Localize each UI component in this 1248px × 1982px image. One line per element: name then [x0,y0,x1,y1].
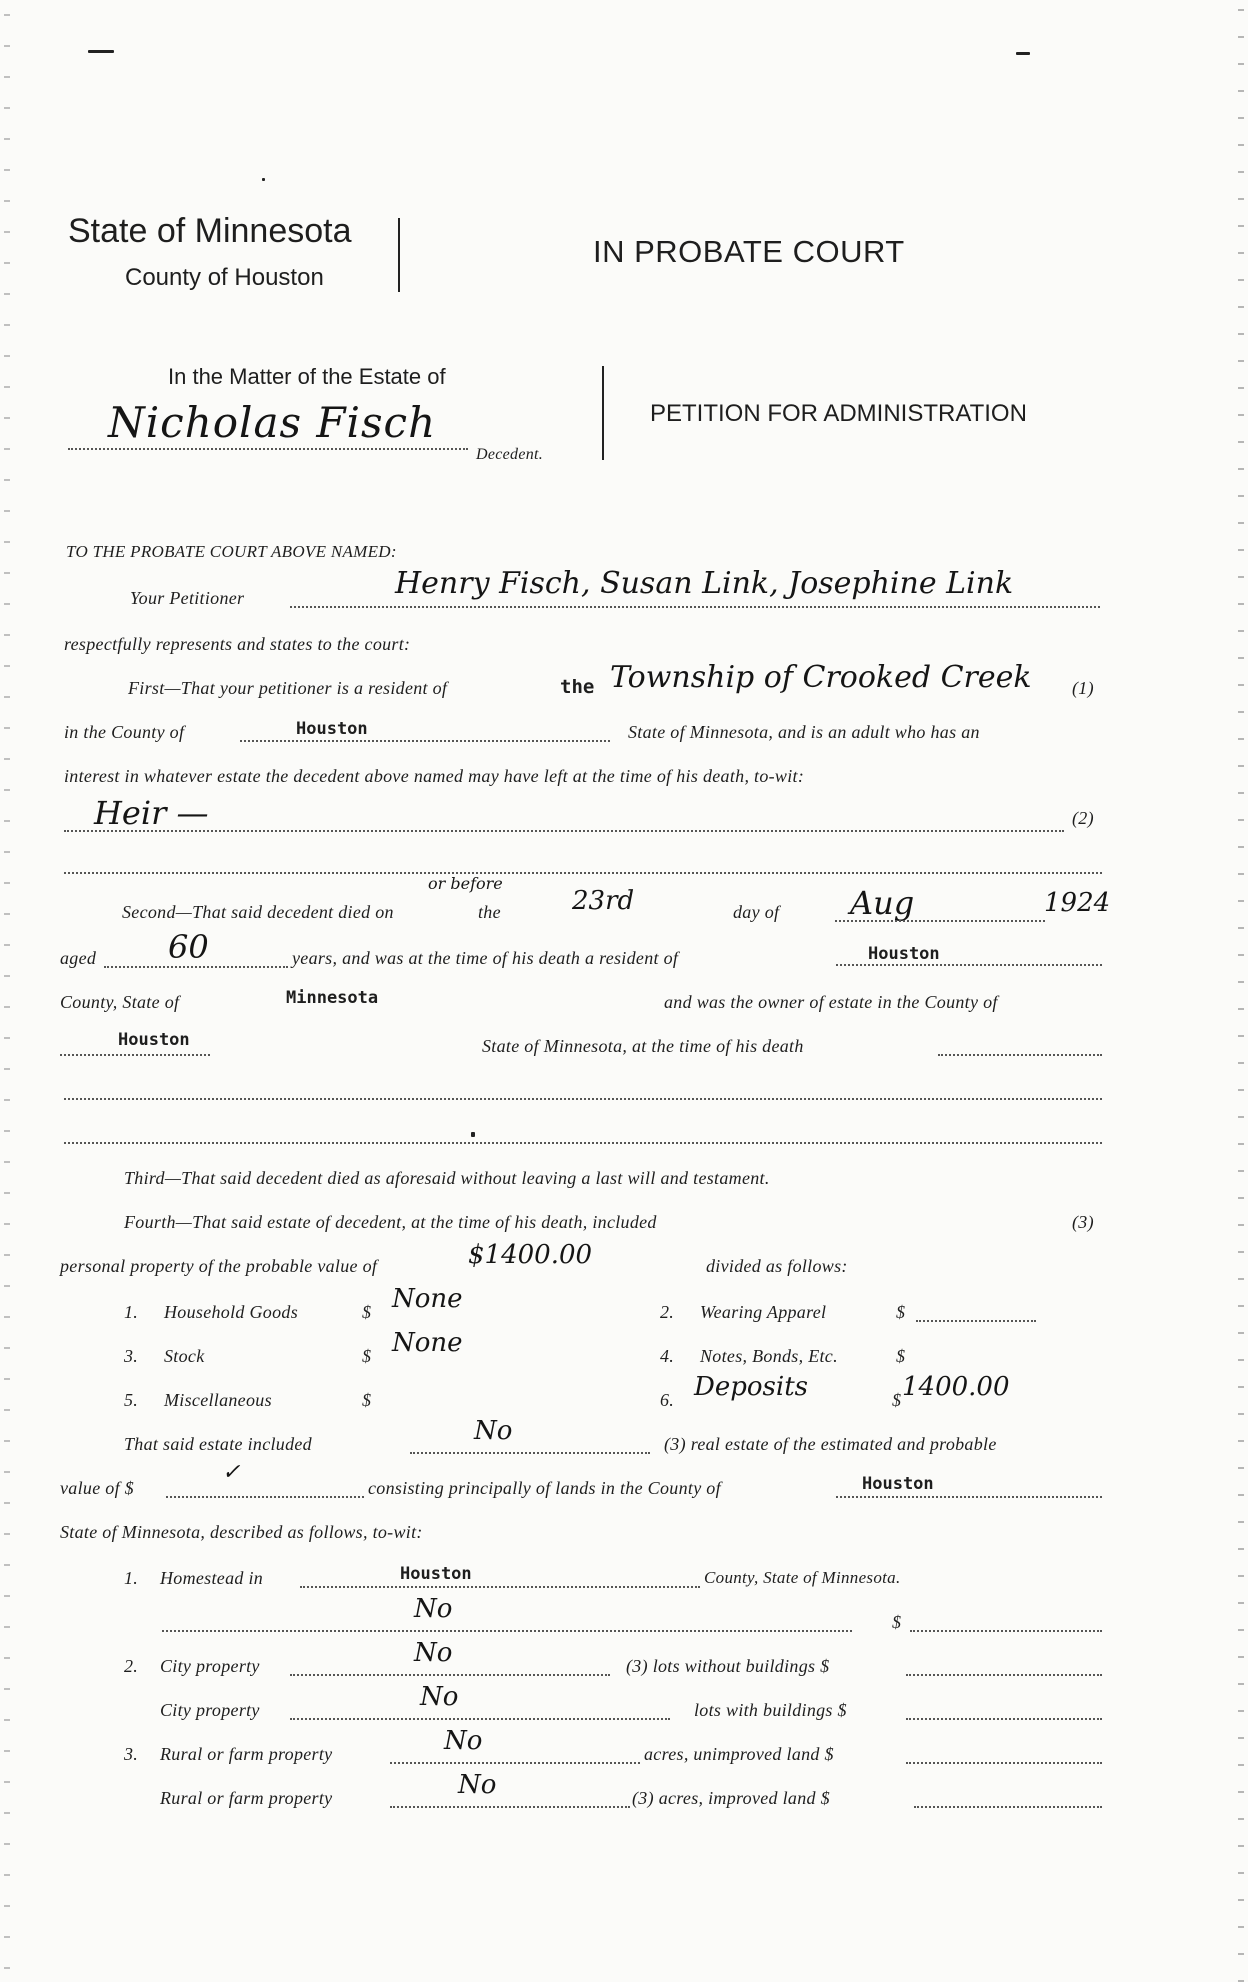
household-goods-value: None [392,1284,463,1314]
homestead-dollar: $ [892,1612,902,1632]
homestead-value-line [162,1630,852,1632]
notes-bonds-label: Notes, Bonds, Etc. [700,1346,838,1366]
city-num: 2. [124,1656,139,1676]
value-of-line [166,1496,364,1498]
city-property-line [290,1718,670,1720]
household-goods-label: Household Goods [164,1302,298,1322]
on-or-before: or before [428,874,503,893]
second-clause: Second—That said decedent died on [122,902,394,922]
resident-line [836,964,1102,966]
item-num: 5. [124,1390,139,1410]
divided-label: divided as follows: [706,1256,848,1276]
deposits-value: 1400.00 [902,1372,1010,1402]
interest-line-fill [64,830,1064,832]
rural-property-value: No [458,1770,497,1800]
age-value: 60 [168,928,209,966]
item-num: 6. [660,1390,675,1410]
rural-property-label: Rural or farm property [160,1788,333,1808]
rural-property-label: Rural or farm property [160,1744,333,1764]
state-time-death: State of Minnesota, at the time of his death [482,1036,804,1056]
estate-county-line [60,1054,210,1056]
real-estate-text: (3) real estate of the estimated and probable [664,1434,997,1454]
years-text: years, and was at the time of his death a resident of [292,948,679,968]
scan-edge-right [1238,0,1244,1982]
dollar-sign: $ [896,1302,906,1322]
death-year: 1924 [1044,888,1111,918]
scan-speck [262,178,265,181]
adult-line: State of Minnesota, and is an adult who has an [628,722,980,742]
scan-speck [1016,52,1030,55]
blank-line [64,1142,1102,1144]
fourth-clause: Fourth—That said estate of decedent, at the time of his death, included [124,1212,657,1232]
interest-value: Heir — [94,794,209,832]
homestead-num: 1. [124,1568,139,1588]
interest-line: interest in whatever estate the decedent above named may have left at the time of his death, to-wit: [64,766,805,786]
county-line [240,740,610,742]
resident-state: Minnesota [286,988,379,1008]
homestead-dollar-line [910,1630,1102,1632]
rural-property-value: No [444,1726,483,1756]
owner-text: and was the owner of estate in the County of [664,992,998,1012]
consisting-text: consisting principally of lands in the County of [368,1478,721,1498]
note-3: (3) [1072,1212,1094,1232]
county-state-of: County, State of [60,992,180,1012]
second-the: the [478,902,501,922]
petitioner-label: Your Petitioner [130,588,245,608]
city-property-value: No [414,1638,453,1668]
residence-township: Township of Crooked Creek [610,660,1032,695]
homestead-label: Homestead in [160,1568,264,1588]
day-of-label: day of [733,902,780,922]
city-with-line [906,1718,1102,1720]
matter-brace [602,366,604,460]
dollar-sign: $ [362,1302,372,1322]
personal-value: $1400.00 [468,1240,593,1270]
wearing-apparel-line [916,1320,1036,1322]
note-1: (1) [1072,678,1094,698]
aged-line [104,966,288,968]
decedent-name-line [68,448,468,450]
represents-line: respectfully represents and states to the court: [64,634,411,654]
county-heading: County of Houston [125,264,324,291]
homestead-line [300,1586,700,1588]
deposits-label: Deposits [694,1372,808,1402]
city-with-buildings: lots with buildings $ [694,1700,847,1720]
item-num: 1. [124,1302,139,1322]
resident-county: Houston [868,944,940,964]
court-address: TO THE PROBATE COURT ABOVE NAMED: [66,542,397,561]
aged-label: aged [60,948,97,968]
death-line-fill [938,1054,1102,1056]
item-num: 3. [124,1346,139,1366]
rural-property-line [390,1762,640,1764]
item-num: 2. [660,1302,675,1322]
dollar-sign: $ [896,1346,906,1366]
city-property-label: City property [160,1656,260,1676]
city-without-buildings: (3) lots without buildings $ [626,1656,830,1676]
consisting-county: Houston [862,1474,934,1494]
stock-label: Stock [164,1346,205,1366]
matter-intro: In the Matter of the Estate of [168,364,446,389]
petition-title: PETITION FOR ADMINISTRATION [650,400,1027,427]
first-the: the [560,676,595,698]
rural-unimproved: acres, unimproved land $ [644,1744,834,1764]
death-month: Aug [850,884,915,922]
value-of-mark: ✓ [222,1460,241,1485]
decedent-name: Nicholas Fisch [108,398,437,447]
personal-label: personal property of the probable value of [60,1256,378,1276]
city-property-value: No [420,1682,459,1712]
value-of-label: value of $ [60,1478,134,1498]
blank-line [64,872,1102,874]
death-day: 23rd [572,886,635,916]
real-estate-value: No [474,1416,513,1446]
first-clause: First—That your petitioner is a resident of [128,678,448,698]
miscellaneous-label: Miscellaneous [164,1390,272,1410]
homestead-state: County, State of Minnesota. [704,1568,901,1587]
month-line [835,920,1045,922]
scan-speck [88,50,114,53]
state-heading: State of Minnesota [68,212,352,250]
wearing-apparel-label: Wearing Apparel [700,1302,827,1322]
dollar-sign: $ [892,1390,902,1410]
caption-brace [398,218,400,292]
note-2: (2) [1072,808,1094,828]
dollar-sign: $ [362,1346,372,1366]
city-without-line [906,1674,1102,1676]
consisting-line [836,1496,1102,1498]
rural-property-line [390,1806,630,1808]
rural-improved: (3) acres, improved land $ [632,1788,830,1808]
rural-improved-line [914,1806,1102,1808]
real-estate-line [410,1452,650,1454]
real-estate-label: That said estate included [124,1434,312,1454]
decedent-label: Decedent. [476,446,544,463]
court-heading: IN PROBATE COURT [593,234,905,269]
dollar-sign: $ [362,1390,372,1410]
item-num: 4. [660,1346,675,1366]
homestead-county: Houston [400,1564,472,1584]
scan-speck [471,1132,475,1137]
city-property-label: City property [160,1700,260,1720]
county-label: in the County of [64,722,185,742]
third-clause: Third—That said decedent died as aforesaid without leaving a last will and testament. [124,1168,770,1188]
blank-line [64,1098,1102,1100]
petitioner-names: Henry Fisch, Susan Link, Josephine Link [395,566,1014,601]
petitioner-line [290,606,1100,608]
stock-value: None [392,1328,463,1358]
described-text: State of Minnesota, described as follows, to-wit: [60,1522,423,1542]
rural-num: 3. [124,1744,139,1764]
homestead-value: No [414,1594,453,1624]
scan-edge-left [4,0,10,1982]
county-value: Houston [296,719,368,739]
city-property-line [290,1674,610,1676]
estate-county: Houston [118,1030,190,1050]
rural-unimproved-line [906,1762,1102,1764]
